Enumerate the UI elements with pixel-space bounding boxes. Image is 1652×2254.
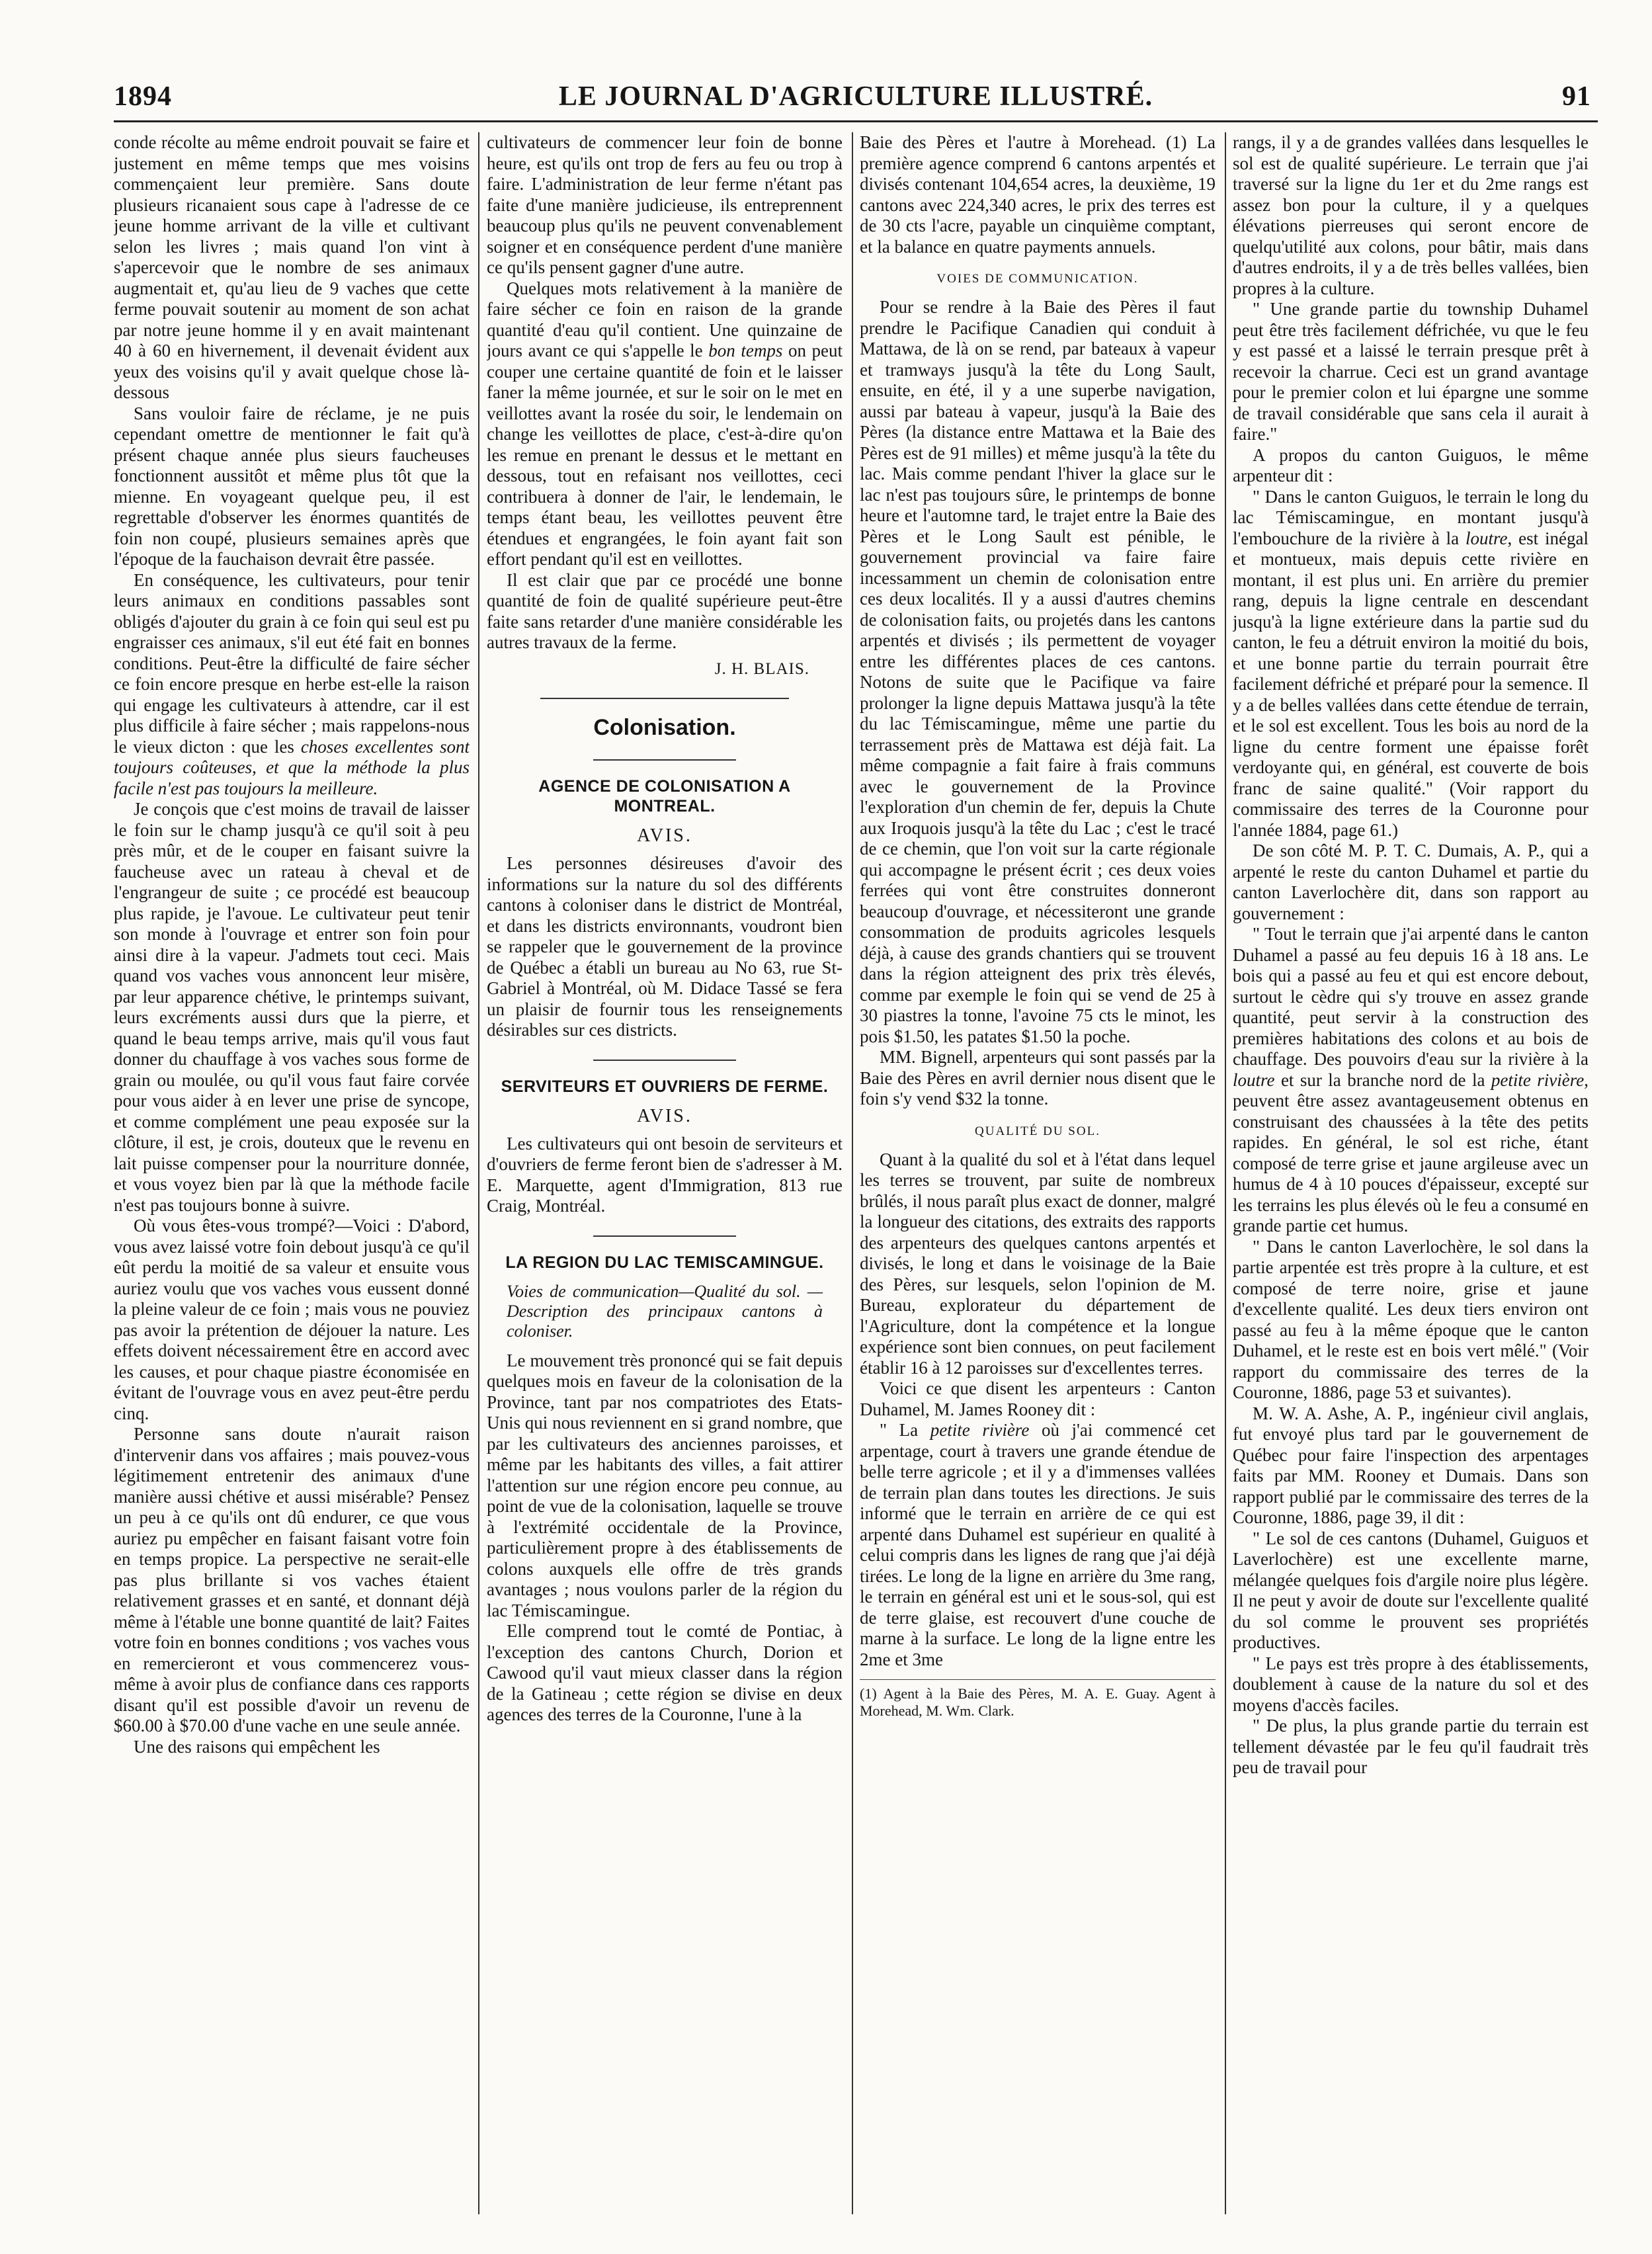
paragraph xyxy=(487,278,843,570)
masthead-year: 1894 xyxy=(114,81,172,112)
author-signature: J. H. BLAIS. xyxy=(714,659,809,678)
paragraph: Elle comprend tout le comté de Pontiac, à l'exception des cantons Church, Dorion et Cawood qu'il vaut mieux classer dans la région de la Gatineau ; cette région se divise en deux agences des terres de la Couronne, l'une à la xyxy=(487,1621,843,1724)
paragraph xyxy=(1233,924,1589,1237)
italic-term: loutre xyxy=(1466,528,1508,548)
paragraph: " Le pays est très propre à des établissements, doublement à cause de la nature du sol et des moyens d'accès faciles. xyxy=(1233,1653,1589,1715)
subsection-heading: VOIES DE COMMUNICATION. xyxy=(936,272,1139,286)
text-run: " Tout le terrain que j'ai arpenté dans le canton Duhamel a passé au feu depuis 16 à 18 ans. Le bois qui a passé au feu et qui est encore debout, surtout le cèdre qui s'y trouve en assez grande quantité, peut servir à la construction des premières habitations des colons et au bois de chauffage. Des pouvoirs d'eau sur la rivière à la xyxy=(1233,924,1589,1069)
paragraph: Il est clair que par ce procédé une bonne quantité de foin de qualité supérieure peut-être faite sans retarder d'une manière considérable les autres travaux de la ferme. xyxy=(487,569,843,652)
paragraph: De son côté M. P. T. C. Dumais, A. P., qui a arpenté le reste du canton Duhamel et partie du canton Laverlochère dit, dans son rapport au gouvernement : xyxy=(1233,841,1589,923)
italic-term: bon temps xyxy=(708,341,783,360)
text-run: où j'ai commencé cet arpentage, court à travers une grande étendue de belle terre agricole ; et il y a d'immenses vallées de terrain plan dans toutes les directions. Je suis informé que le terrain en arrière de ce qui est arpenté dans Duhamel est supérieur en qualité à celui compris dans les lignes de rang que j'ai déjà tirées. Le long de la ligne en arrière du 3me rang, le terrain en général est uni et le sous-sol, qui est de terre glaise, est recouvert d'une couche de marne à la surface. Le long de la ligne entre les 2me et 3me xyxy=(860,1420,1216,1669)
column-1 xyxy=(114,132,470,2214)
text-run: " La xyxy=(880,1420,919,1440)
article-columns xyxy=(114,132,1598,2214)
italic-quote: choses excellentes sont toujours coûteuses, et que la méthode la plus facile n'est pas toujours la meilleure. xyxy=(114,736,470,798)
text-run: , peuvent être assez avantageusement obtenus en construisant des chaussées à la tête des petits rapides. En général, le sol est riche, étant composé de terre grise et jaune argileuse avec un humus de 4 à 10 pouces d'épaisseur, excepté sur les terrains les plus élevés où le feu a consumé en grande partie cet humus. xyxy=(1233,1069,1589,1235)
paragraph: Où vous êtes-vous trompé?—Voici : D'abord, vous avez laissé votre foin debout jusqu'à ce qu'il eût perdu la moitié de sa valeur et ensuite vous auriez voulu que vos vaches vous eussent donné la pleine valeur de ce foin ; mais vous ne pouviez pas avoir la prétention de déjouer la nature. Les effets doivent nécessairement être en accord avec les causes, et pour chaque piastre économisée en évitant de l'ouvrage vous en avez peut-être perdu cinq. xyxy=(114,1216,470,1423)
column-2 xyxy=(487,132,843,2214)
section-title: Colonisation. xyxy=(593,715,736,740)
paragraph: Quant à la qualité du sol et à l'état dans lequel les terres se trouvent, par suite de nombreux brûlés, il nous paraît plus exact de donner, malgré la longueur des citations, des extraits des rapports des arpenteurs des quelques cantons arpentés et divisés, le long et dans le voisinage de la Baie des Pères, sur lesquels, selon l'opinion de M. Bureau, explorateur du département de l'Agriculture, dont la compétence et la longue expérience sont bien connues, on peut facilement établir 16 à 12 paroisses sur d'excellentes terres. xyxy=(860,1149,1216,1378)
section-divider xyxy=(593,1060,735,1061)
paragraph: Pour se rendre à la Baie des Pères il faut prendre le Pacifique Canadien qui conduit à Mattawa, de là on se rend, par bateaux à vapeur et tramways jusqu'à la tête du Long Sault, ensuite, en été, il y a une superbe navigation, aussi par bateau à vapeur, jusqu'à la Baie des Pères (la distance entre Mattawa et la Baie des Pères est de 91 milles) et même jusqu'à la tête du lac. Mais comme pendant l'hiver la glace sur le lac n'est pas toujours sûre, le printemps de bonne heure et l'automne tard, le trajet entre la Baie des Pères et le Long Sault est pénible, le gouvernement provincial va faire faire incessamment un chemin de colonisation entre ces deux localités. Il y a aussi d'autres chemins de colonisation faits, ou projetés dans les cantons arpentés et divisés ; ils permettent de voyager entre les différentes places de ces cantons. Notons de suite que le Pacifique va faire prolonger la ligne depuis Mattawa jusqu'à la tête du lac Témiscamingue, même une partie du terrassement près de Mattawa est déjà fait. La même compagnie a fait faire à frais communs avec le gouvernement de la Province l'exploration d'un chemin de fer, depuis la Chute aux Iroquois jusqu'à la tête du Lac ; c'est le tracé de ce chemin, que l'on voit sur la carte régionale qui accompagne le présent écrit ; ces deux voies ferrées qui vont être construites donneront beaucoup d'ouvrage, et nécessiteront une grande consommation de produits agricoles lesquels déjà, à cause des grands chantiers qui se trouvent dans la région atteignent des prix très élevés, comme par exemple le foin qui se vend de 25 à 30 piastres la tonne, l'avoine 75 cts le minot, les pois $1.50, les patates $1.50 la poche. xyxy=(860,297,1216,1046)
paragraph: conde récolte au même endroit pouvait se faire et justement en même temps que mes voisins commençaient leur première. Sans doute plusieurs ricanaient sous cape à l'adresse de ce jeune homme arrivant de la ville et cultivant selon les livres ; mais quand l'on vint à s'apercevoir que le nombre de ses animaux augmentait et, qu'au lieu de 9 vaches que cette ferme pouvait soutenir au moment de son achat par notre jeune homme il y en avait maintenant 40 à 60 en hivernement, il devenait évident aux yeux des voisins qu'il y avait quelque chose là-dessous xyxy=(114,132,470,402)
paragraph: Je conçois que c'est moins de travail de laisser le foin sur le champ jusqu'à ce qu'il soit à peu près mûr, et de le couper en faisant suivre la faucheuse avec un rateau à cheval et de l'engrangeur de suite ; ce procédé est beaucoup plus rapide, je l'avoue. Le cultivateur peut tenir son monde à l'ouvrage et entrer son foin pour ainsi dire à la vapeur. J'admets tout ceci. Mais quand vos vaches vous annoncent leur misère, par leur apparence chétive, le printemps suivant, leurs excréments aussi durs que la pierre, et quand le beau temps arrive, mais qu'il vous faut donner du chauffage à vos vaches sous forme de grain ou moulée, ou qu'il vous faut faire corvée pour vous aider à en lever une prise de syncope, et comme complément une peau exposée sur la clôture, il est, je crois, douteux que le revenu en lait puisse compenser pour la nourriture donnée, et vous voyez bien par là que la méthode facile n'est pas toujours bonne à suivre. xyxy=(114,799,470,1215)
paragraph: Personne sans doute n'aurait raison d'intervenir dans vos affaires ; mais pouvez-vous légitimement entretenir des animaux d'une manière aussi chétive et aussi misérable? Pensez un peu à ce qu'ils ont dû endurer, ce que vous auriez pu empêcher en faisant faisant votre foin en temps propice. La perspective ne serait-elle pas plus brillante si vos vaches étaient relativement grasses et en santé, et donnant déjà même à l'étable une bonne quantité de lait? Faites votre foin en bonnes conditions ; vos vaches vous en remercieront et vous commencerez vous-même à avoir plus de confiance dans ces rapports disant qu'il est possible d'avoir un revenu de $60.00 à $70.00 d'une vache en une seule année. xyxy=(114,1424,470,1735)
text-run: on peut couper une certaine quantité de foin et le laisser faner la même journée, et sur le soir on le met en veillottes avant la rosée du soir, le lendemain on change les veillottes de place, c'est-à-dire qu'on les remue en prenant le dessus et le mettant en dessous, tout en refaisant nos veillottes, ceci contribuera à donner de l'air, le lendemain, le temps étant beau, les veillottes peuvent être étendues et engrangées, le foin ayant fait son effort pendant qu'il est en veillottes. xyxy=(487,341,843,569)
notice-label: AVIS. xyxy=(637,1105,692,1126)
paragraph: " Le sol de ces cantons (Duhamel, Guiguos et Laverlochère) est une excellente marne, mélangée quelques fois d'argile noire plus légère. Il ne peut y avoir de doute sur l'excellente qualité du sol comme le prouvent ses propriétés productives. xyxy=(1233,1528,1589,1652)
text-run: " Dans le canton Guiguos, le terrain le long du lac Témiscamingue, en montant jusqu'à l'embouchure de la rivière à la xyxy=(1233,486,1589,548)
notice-heading: SERVITEURS ET OUVRIERS DE FERME. xyxy=(501,1077,829,1096)
page-number: 91 xyxy=(1562,81,1591,112)
masthead-title: LE JOURNAL D'AGRICULTURE ILLUSTRÉ. xyxy=(558,81,1153,112)
paragraph: rangs, il y a de grandes vallées dans lesquelles le sol est de qualité supérieure. Le terrain que j'ai traversé sur la ligne du 1er et du 2me rangs est assez bon pour la culture, il y a quelques élévations pierreuses qui seront encore de quelqu'utilité aux colons, pour bâtir, mais dans d'autres endroits, il y a de très belles vallées, bien propres à la culture. xyxy=(1233,132,1589,298)
paragraph xyxy=(1233,487,1589,841)
paragraph: " Dans le canton Laverlochère, le sol dans la partie arpentée est très propre à la culture, et est composé de terre noire, grise et jaune d'excellente qualité. Les deux tiers environ ont passé au feu à la même époque que le canton Duhamel, et le reste est en bois vert mêlé." (Voir rapport du commissaire des terres de la Couronne, 1886, page 53 et suivantes). xyxy=(1233,1236,1589,1402)
text-run: En conséquence, les cultivateurs, pour tenir leurs animaux en conditions passables sont obligés d'ajouter du grain à ce foin qui seul est pu engraisser ces animaux, s'il eut été fait en bonnes conditions. Peut-être la difficulté de faire sécher ce foin encore presque en herbe est-elle la raison qui engage les cultivateurs à attendre, car il est plus difficile à faire sécher ; mais rappelons-nous le vieux dicton : que les xyxy=(114,569,470,757)
paragraph: " Une grande partie du township Duhamel peut être très facilement défrichée, vu que le feu y est passé et a laissé le terrain presque prêt à recevoir la charrue. Ceci est un grand avantage pour le premier colon et lui épargne une somme de travail considérable que sans cela il aurait à faire." xyxy=(1233,299,1589,444)
paragraph: MM. Bignell, arpenteurs qui sont passés par la Baie des Pères en avril dernier nous disent que le foin s'y vend $32 la tonne. xyxy=(860,1047,1216,1108)
text-run: Quelques mots relativement à la manière de faire sécher ce foin en raison de la grande quantité d'eau qu'il contient. Une quinzaine de jours avant ce qui s'appelle le xyxy=(487,278,843,360)
subsection-heading: QUALITÉ DU SOL. xyxy=(975,1124,1100,1138)
paragraph: Une des raisons qui empêchent les xyxy=(134,1736,380,1757)
paragraph: A propos du canton Guiguos, le même arpenteur dit : xyxy=(1233,444,1589,485)
paragraph: Le mouvement très prononcé qui se fait depuis quelques mois en faveur de la colonisation de la Province, tant par nos compatriotes des Etats-Unis qui nous reviennent en si grand nombre, que par les cultivateurs des anciennes paroisses, et même par les habitants des villes, a fait attirer l'attention sur une région encore peu connue, au point de vue de la colonisation, laquelle se trouve à l'extrémité occidentale de la Province, particulièrement propre à des établissements de colons auxquels elle offre de très grands avantages ; nous voulons parler de la région du lac Témiscamingue. xyxy=(487,1350,843,1620)
section-divider xyxy=(540,698,790,699)
notice-heading: AGENCE DE COLONISATION A MONTREAL. xyxy=(538,777,791,815)
italic-term: petite rivière xyxy=(930,1420,1030,1440)
section-divider xyxy=(593,1235,735,1237)
masthead xyxy=(114,78,1598,122)
footnote: (1) Agent à la Baie des Pères, M. A. E. Guay. Agent à Morehead, M. Wm. Clark. xyxy=(860,1679,1216,1720)
paragraph: cultivateurs de commencer leur foin de bonne heure, est qu'ils ont trop de fers au feu ou trop à faire. L'administration de leur ferme n'étant pas faite d'une manière judicieuse, ils entreprennent beaucoup plus qu'ils ne peuvent convenablement soigner et en conséquence perdent d'une manière ce qu'ils pensent gagner d'une autre. xyxy=(487,132,843,277)
paragraph: Les personnes désireuses d'avoir des informations sur la nature du sol des différents cantons à coloniser dans le district de Montréal, et dans les districts environnants, voudront bien se rappeler que le gouvernement de la province de Québec a établi un bureau au No 63, rue St-Gabriel à Montréal, où M. Didace Tassé se fera un plaisir de fournir tous les renseignements désirables sur ces districts. xyxy=(487,853,843,1040)
paragraph: " De plus, la plus grande partie du terrain est tellement dévastée par le feu qu'il faudrait très peu de travail pour xyxy=(1233,1716,1589,1777)
paragraph: Baie des Pères et l'autre à Morehead. (1) La première agence comprend 6 cantons arpentés et divisés contenant 104,654 acres, la deuxième, 19 cantons avec 224,340 acres, le prix des terres est de 30 cts l'acre, payable un cinquième comptant, et la balance en quatre payments annuels. xyxy=(860,132,1216,257)
paragraph xyxy=(860,1420,1216,1670)
column-4 xyxy=(1233,132,1589,2214)
paragraph: Sans vouloir faire de réclame, je ne puis cependant omettre de mentionner le fait qu'à présent chaque année plus sieurs faucheuses fonctionnent aussitôt et même plus tôt que la mienne. En voyageant quelque peu, il est regrettable d'observer les énormes quantités de foin non coupé, plusieurs semaines après que l'époque de la fauchaison devrait être passée. xyxy=(114,403,470,569)
section-divider xyxy=(593,759,735,761)
paragraph: M. W. A. Ashe, A. P., ingénieur civil anglais, fut envoyé plus tard par le gouvernement de Québec pour faire l'inspection des arpentages faits par MM. Rooney et Dumais. Dans son rapport publié par le commissaire des terres de la Couronne, 1886, page 39, il dit : xyxy=(1233,1403,1589,1527)
text-run: , est inégal et montueux, mais depuis cette rivière en montant, il est plus uni. En arrière du premier rang, depuis la ligne centrale en descendant jusqu'à la ligne extérieure dans la partie sud du canton, le feu a détruit environ la moitié du bois, et une bonne partie du terrain pourrait être facilement défriché et préparé pour la semence. Il y a de belles vallées dans cette étendue de terrain, et le sol est excellent. Tous les bois au nord de la ligne du centre forment une épaisse forêt verdoyante qui, en général, est couverte de bois franc de saine qualité." (Voir rapport du commissaire des terres de la Couronne pour l'année 1884, page 61.) xyxy=(1233,528,1589,840)
article-heading: LA REGION DU LAC TEMISCAMINGUE. xyxy=(505,1253,824,1272)
paragraph: Les cultivateurs qui ont besoin de serviteurs et d'ouvriers de ferme feront bien de s'adresser à M. E. Marquette, agent d'Immigration, 813 rue Craig, Montréal. xyxy=(487,1133,843,1216)
article-deck: Voies de communication—Qualité du sol. —Description des principaux cantons à coloniser. xyxy=(507,1281,823,1341)
italic-term: loutre xyxy=(1233,1069,1275,1090)
text-run: et sur la branche nord de la xyxy=(1280,1069,1485,1090)
italic-term: petite rivière xyxy=(1491,1069,1585,1090)
column-3 xyxy=(860,132,1216,2214)
paragraph xyxy=(114,570,470,800)
paragraph: Voici ce que disent les arpenteurs : Canton Duhamel, M. James Rooney dit : xyxy=(860,1378,1216,1419)
notice-label: AVIS. xyxy=(637,825,692,846)
